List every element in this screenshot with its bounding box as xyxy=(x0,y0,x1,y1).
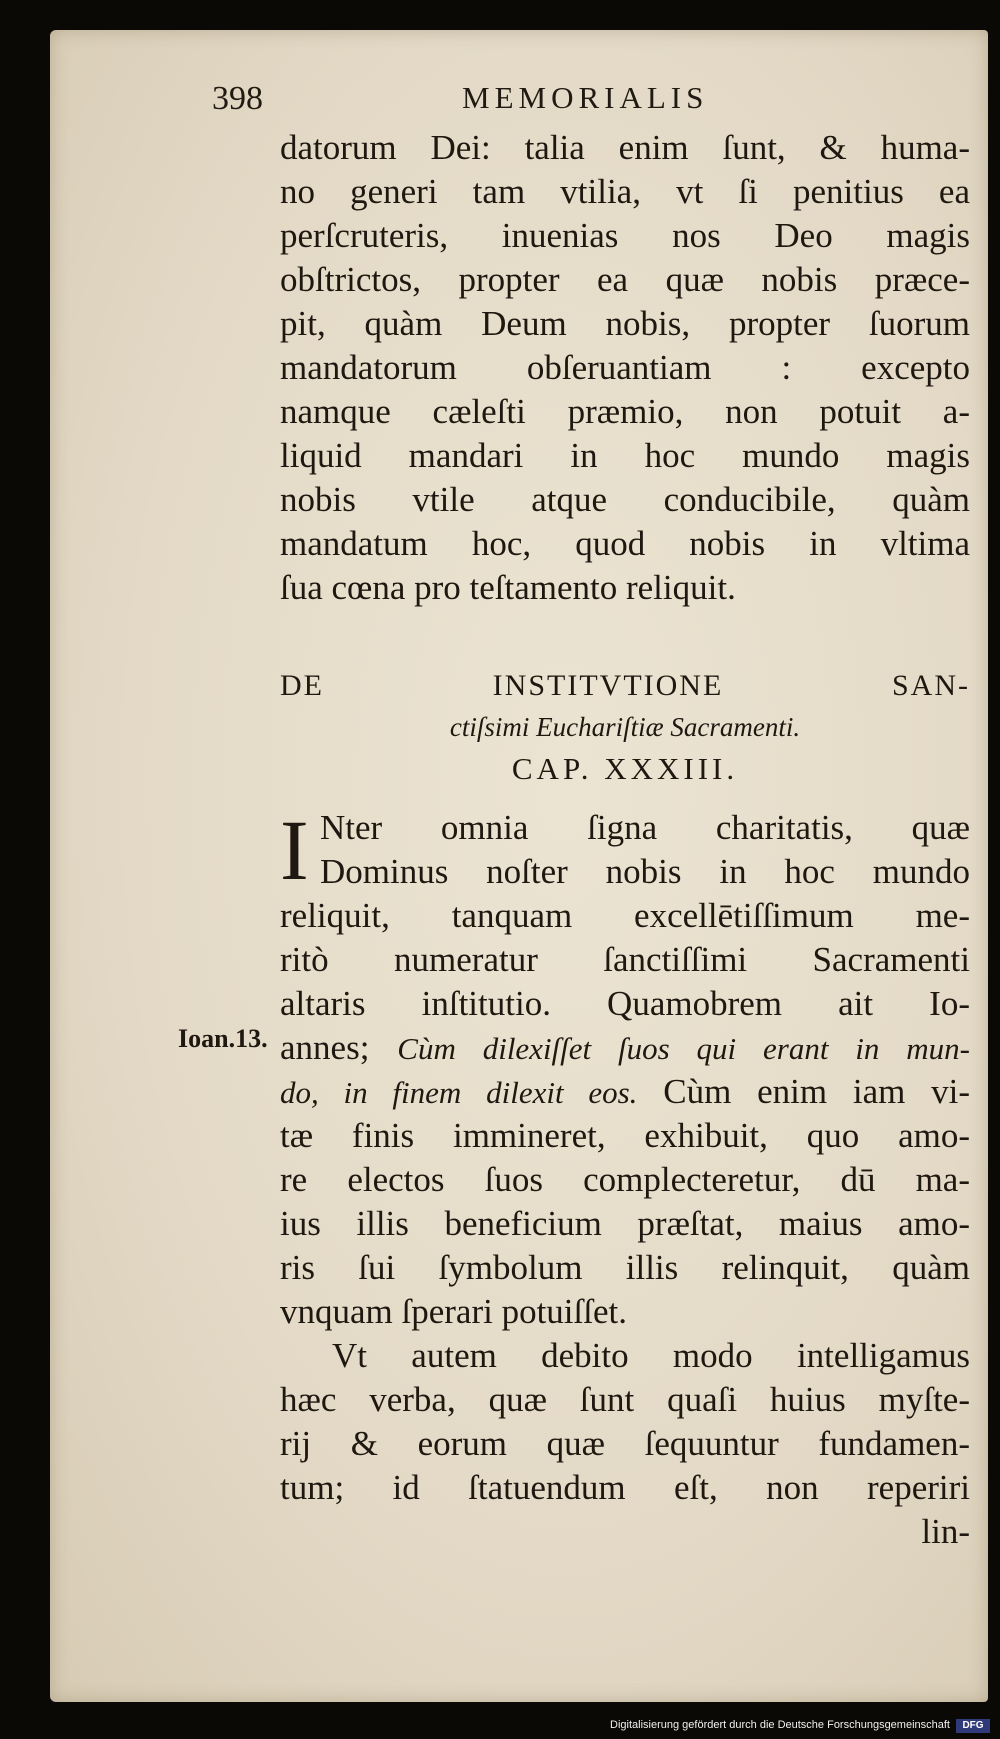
text-line: tum; id ſtatuendum eſt, non reperiri xyxy=(280,1468,970,1507)
text-line xyxy=(280,1070,970,1114)
text-line: mandatorum obſeruantiam : excepto xyxy=(280,348,970,387)
text-line: Vt autem debito modo intelligamus xyxy=(332,1336,970,1375)
text-line: reliquit, tanquam excellētiſſimum me- xyxy=(280,896,970,935)
scripture-quote: do, in finem dilexit eos. xyxy=(280,1075,638,1110)
scripture-quote: Cùm dilexiſſet ſuos qui erant in mun- xyxy=(397,1031,970,1066)
catchword: lin- xyxy=(921,1512,970,1551)
text-line: re electos ſuos complecteretur, dū ma- xyxy=(280,1160,970,1199)
text-line: perſcruteris, inuenias nos Deo magis xyxy=(280,216,970,255)
chapter-paragraph xyxy=(280,802,970,1554)
dfg-logo-icon: DFG xyxy=(956,1719,990,1733)
text-line: ris ſui ſymbolum illis relinquit, quàm xyxy=(280,1248,970,1287)
text-roman: annes; xyxy=(280,1028,398,1067)
text-roman: Cùm enim iam vi- xyxy=(637,1072,970,1111)
marginal-note: Ioan.13. xyxy=(178,1024,268,1053)
running-head: MEMORIALIS xyxy=(462,80,709,115)
text-line xyxy=(280,1026,970,1070)
text-line: Nter omnia ſigna charitatis, quæ xyxy=(320,808,970,847)
text-line: nobis vtile atque conducibile, quàm xyxy=(280,480,970,519)
text-line: tæ finis immineret, exhibuit, quo amo- xyxy=(280,1116,970,1155)
text-line: Dominus noſter nobis in hoc mundo xyxy=(320,852,970,891)
text-line: ritò numeratur ſanctiſſimi Sacramenti xyxy=(280,940,970,979)
page-header xyxy=(50,78,988,122)
text-line: obſtrictos, propter ea quæ nobis præce- xyxy=(280,260,970,299)
drop-cap: I xyxy=(280,802,309,898)
text-line: pit, quàm Deum nobis, propter ſuorum xyxy=(280,304,970,343)
text-line: ſua cœna pro teſtamento reliquit. xyxy=(280,568,736,607)
digitization-credit: Digitalisierung gefördert durch die Deutsche Forschungsgemeinschaft xyxy=(610,1719,950,1731)
text-line: ius illis beneficium præſtat, maius amo- xyxy=(280,1204,970,1243)
text-line: hæc verba, quæ ſunt quaſi huius myſte- xyxy=(280,1380,970,1419)
chapter-subtitle: ctiſsimi Euchariſtiæ Sacramenti. xyxy=(449,712,801,742)
chapter-number: CAP. XXXIII. xyxy=(511,751,739,786)
chapter-title: DE INSTITVTIONE SAN- xyxy=(280,669,970,702)
text-line: altaris inſtitutio. Quamobrem ait Io- xyxy=(280,984,970,1023)
page-number: 398 xyxy=(212,80,263,117)
text-line: rij & eorum quæ ſequuntur fundamen- xyxy=(280,1424,970,1463)
text-line: no generi tam vtilia, vt ſi penitius ea xyxy=(280,172,970,211)
chapter-heading xyxy=(280,665,970,791)
text-line: namque cæleſti præmio, non potuit a- xyxy=(280,392,970,431)
text-line: vnquam ſperari potuiſſet. xyxy=(280,1292,627,1331)
paragraph-continued xyxy=(280,126,970,610)
text-line: mandatum hoc, quod nobis in vltima xyxy=(280,524,970,563)
book-page xyxy=(50,30,988,1702)
text-line: liquid mandari in hoc mundo magis xyxy=(280,436,970,475)
text-line: datorum Dei: talia enim ſunt, & huma- xyxy=(280,128,970,167)
